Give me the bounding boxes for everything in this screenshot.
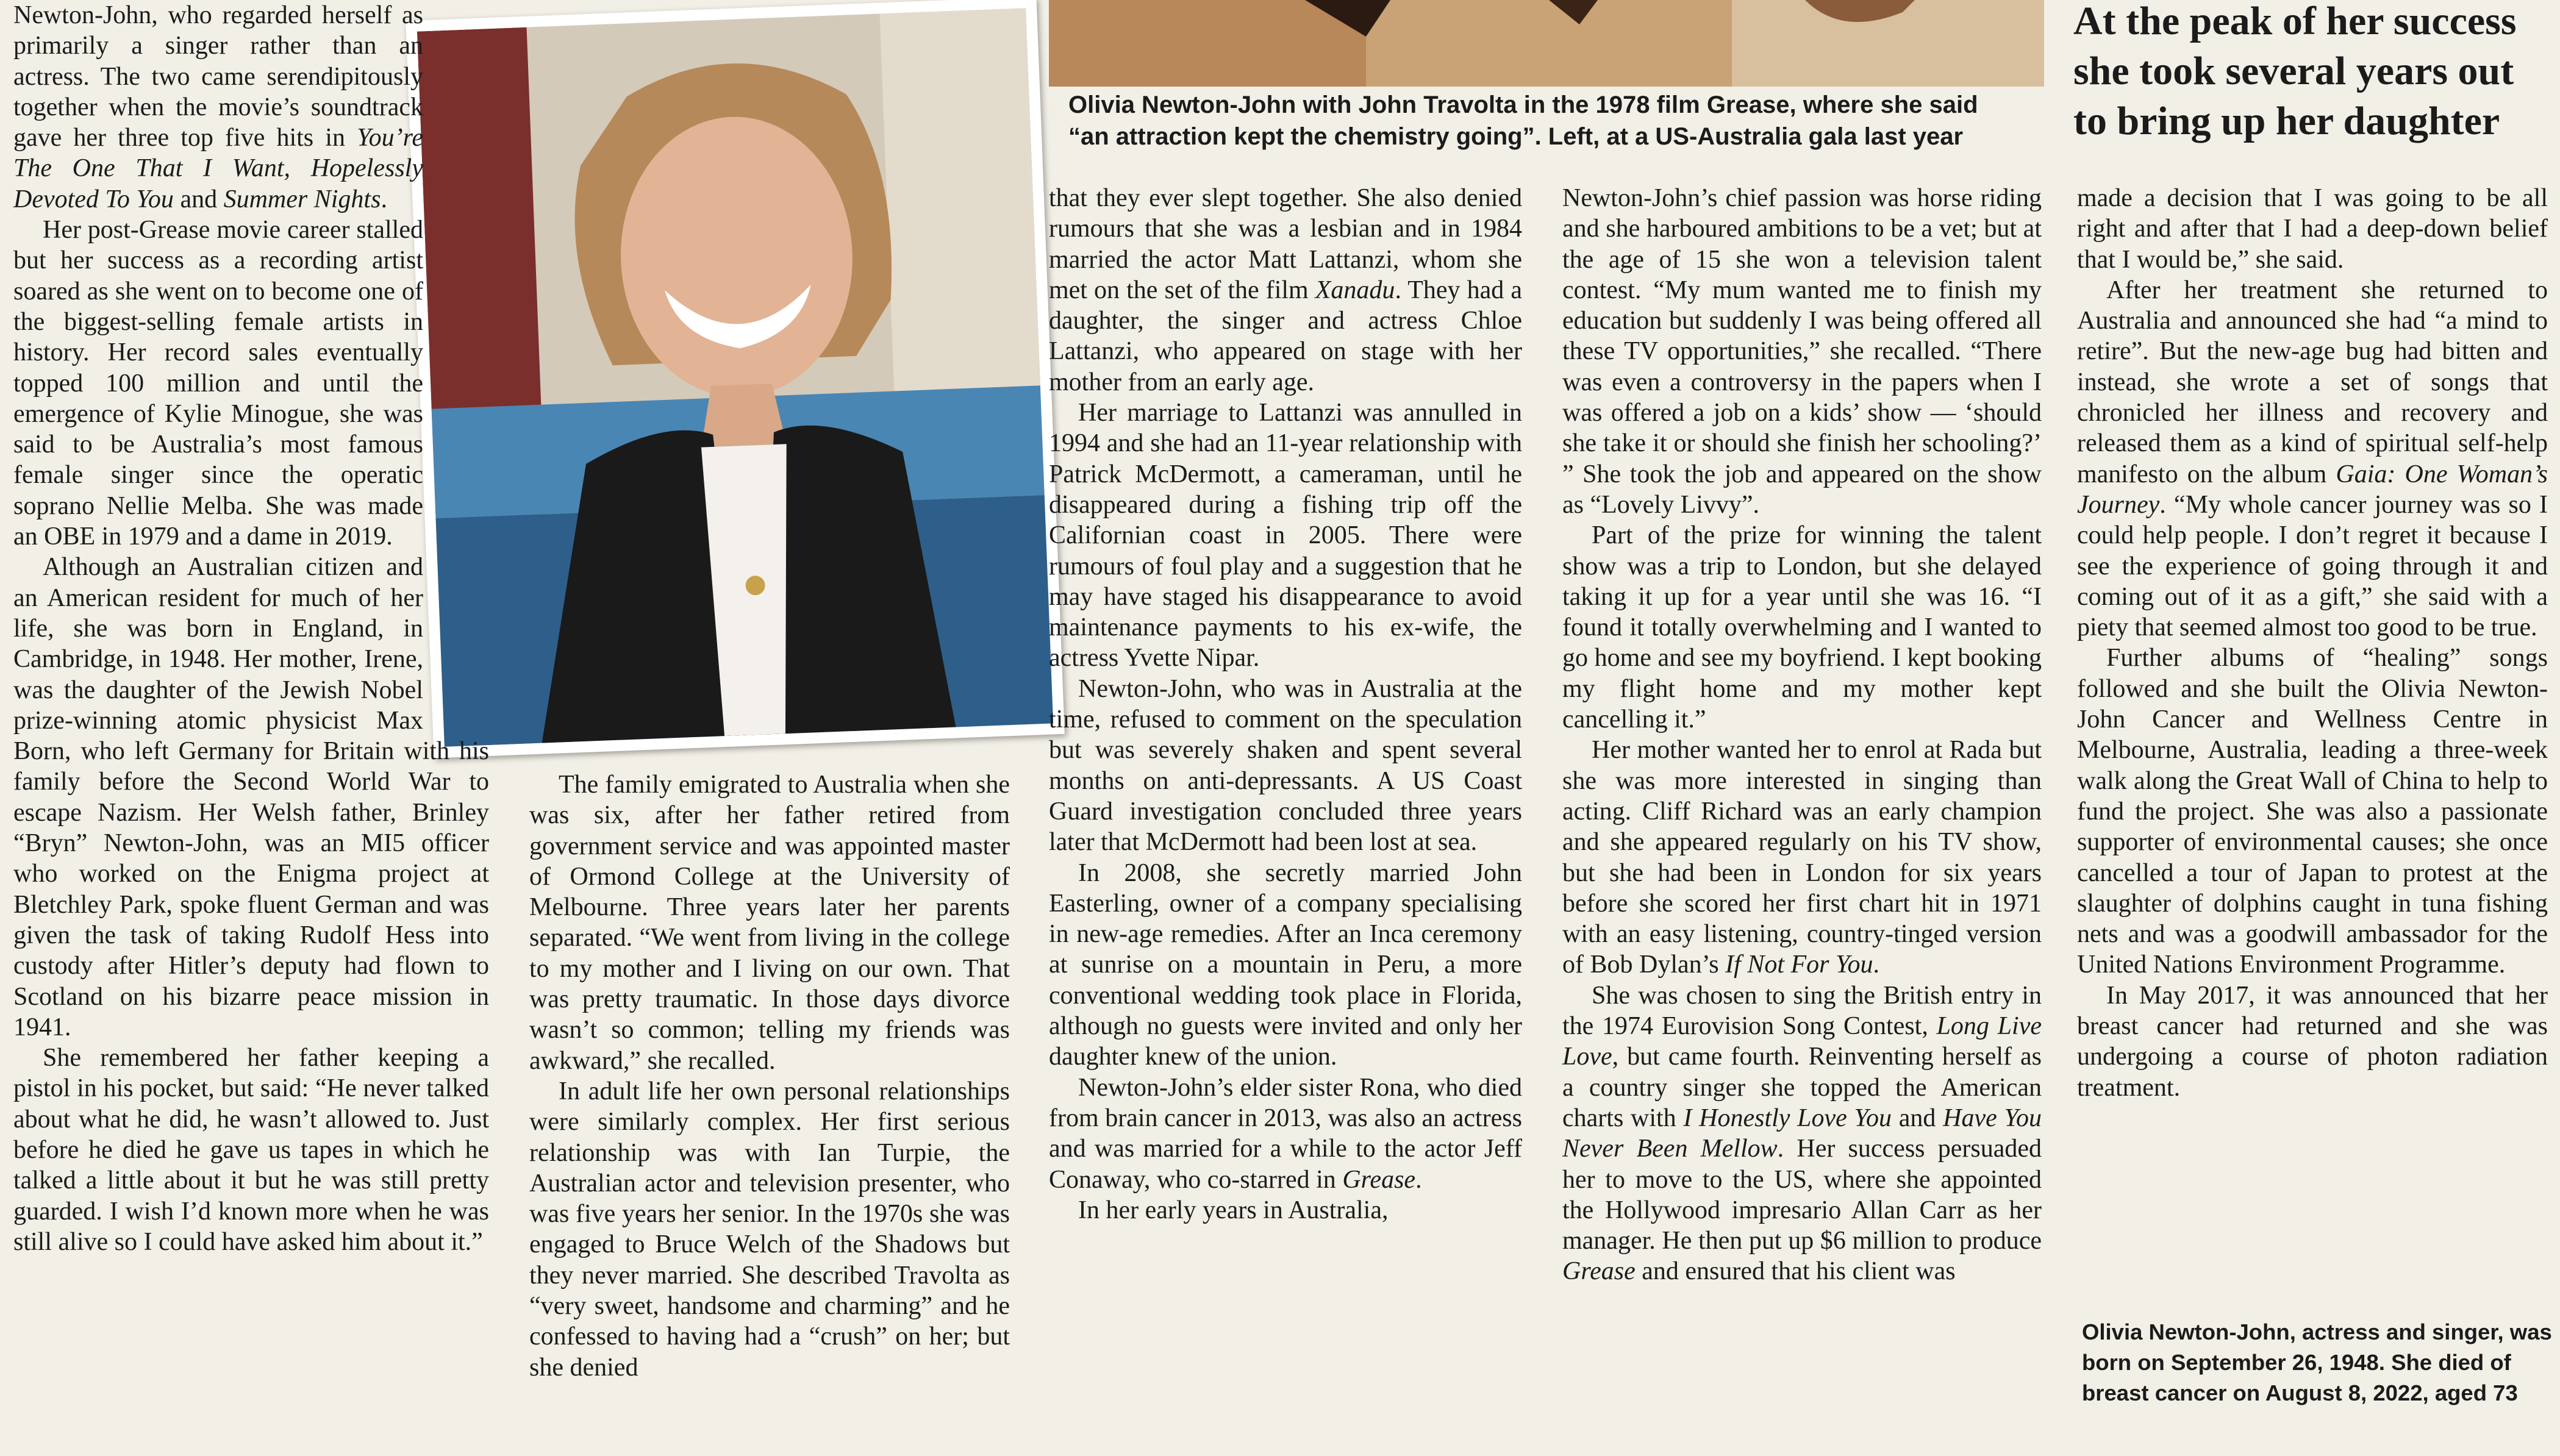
article-column-2 — [529, 769, 1010, 1383]
paragraph — [1562, 980, 2042, 1287]
paragraph: made a decision that I was going to be all right and after that I had a deep-down belief that I would be,” she said. — [2077, 184, 2548, 274]
bio-summary: Olivia Newton-John, actress and singer, was born on September 26, 1948. She died of breast cancer on August 8, 2022, aged 73 — [2082, 1319, 2552, 1405]
paragraph: In 2008, she secretly married John Easterling, owner of a company specialising in new-age remedies. After an Inca ceremony at sunrise on a mountain in Peru, a more conventional wedding took place in Florida, although no guests were invited and only her daughter knew of the union. — [1049, 858, 1522, 1071]
text: . They had a daughter, the singer and actress Chloe Lattanzi, who appeared on stage with her mother from an early age. — [1049, 276, 1522, 396]
text: Newton-John’s elder sister Rona, who died from brain cancer in 2013, was also an actress and was married for a while to the actor Jeff Conaway, who co-starred in — [1049, 1073, 1522, 1194]
text: and — [1892, 1104, 1943, 1132]
photo-caption — [1068, 89, 2044, 152]
article-column-1 — [13, 0, 489, 1257]
text: and ensured that his client was — [1635, 1257, 1956, 1286]
paragraph: In her early years in Australia, — [1078, 1196, 1389, 1224]
text: . — [1415, 1165, 1422, 1194]
paragraph: She remembered her father keeping a pistol in his pocket, but said: “He never talked about what he did, he wasn’t allowed to. Just before he died he gave us tapes in which he talked a little about it but he was still pretty guarded. I wish I’d known more when he was still alive so I could have asked him about it.” — [13, 1044, 489, 1256]
paragraph — [1049, 1072, 1522, 1195]
article-column-3 — [1049, 183, 1522, 1226]
song-title: I Honestly Love You — [1683, 1104, 1892, 1132]
caption-line-2: “an attraction kept the chemistry going”. Left, at a US-Australia gala last year — [1068, 123, 1964, 150]
film-title: Xanadu — [1315, 276, 1395, 304]
paragraph — [1049, 183, 1522, 398]
paragraph: The family emigrated to Australia when she was six, after her father retired from government service and was appointed master of Ormond College at the University of Melbourne. Three years later her parents separated. “We went from living in the college to my mother and I living on our own. That was pretty traumatic. In those days divorce wasn’t so common; telling my friends was awkward,” she recalled. — [529, 771, 1010, 1075]
album-title: Gaia: One Woman’s Journey — [2077, 460, 2548, 519]
paragraph: Although an Australian citizen and an American resident for much of her life, she was born in England, in Cambridge, in 1948. Her mother, Irene, was the daughter of the Jewish Nobel prize-winning atomic physicist Max Born, who left Germany for Britain with his family before the Second World War to escape Nazism. Her Welsh father, Brinley “Bryn” Newton-John, was an MI5 officer who worked on the Enigma project at Bletchley Park, spoke fluent German and was given the task of taking Rudolf Hess into custody after Hitler’s deputy had flown to Scotland on his bizarre peace mission in 1941. — [13, 553, 489, 1041]
film-still-photo — [1049, 0, 2044, 87]
paragraph — [2077, 275, 2548, 643]
paragraph: Her post-Grease movie career stalled but her success as a recording artist soared as she went on to become one of the biggest-selling female artists in history. Her record sales eventually topped 100 million and until the emergence of Kylie Minogue, she was said to be Australia’s most famous female singer since the operatic soprano Nellie Melba. She was made an OBE in 1979 and a dame in 2019. — [13, 216, 423, 551]
paragraph: Further albums of “healing” songs followed and she built the Olivia Newton-John Cancer and Wellness Centre in Melbourne, Australia, leading a three-week walk along the Great Wall of China to help to fund the project. She was also a passionate supporter of environmental causes; she once cancelled a tour of Japan to protest at the slaughter of dolphins caught in tuna fishing nets and was a goodwill ambassador for the United Nations Environment Programme. — [2077, 644, 2548, 979]
song-title: Long Live Love — [1562, 1012, 2042, 1071]
text: Her mother wanted her to enrol at Rada but she was more interested in singing than acting. Cliff Richard was an early champion and she appeared regularly on his TV show, but she had been in London for six years before she scored her first chart hit in 1971 with an easy listening, country-tinged version of Bob Dylan’s — [1562, 736, 2042, 979]
song-titles: You’re The One That I Want, Hopelessly Devoted To You — [13, 124, 424, 213]
paragraph: In adult life her own personal relationships were similarly complex. Her first serious relationship was with Ian Turpie, the Australian actor and television presenter, who was five years her senior. In the 1970s she was engaged to Bruce Welch of the Shadows but they never married. She described Travolta as “very sweet, handsome and charming” and he confessed to having had a “crush” on her; but she denied — [529, 1077, 1010, 1382]
song-title: If Not For You — [1725, 951, 1873, 979]
caption-line-1: Olivia Newton-John with John Travolta in the 1978 film Grease, where she said — [1068, 91, 1978, 118]
pull-quote: At the peak of her success she took several years out to bring up her daughter — [2073, 0, 2517, 143]
film-title: Grease — [1562, 1257, 1636, 1286]
paragraph: In May 2017, it was announced that her breast cancer had returned and she was undergoing a course of photon radiation treatment. — [2077, 981, 2548, 1102]
text: After her treatment she returned to Australia and announced she had “a mind to retire”. But the new-age bug had bitten and instead, she wrote a set of songs that chronicled her illness and recovery and released them as a kind of spiritual self-help manifesto on the album — [2077, 276, 2548, 488]
film-title: Grease — [1342, 1165, 1416, 1194]
text: . — [1873, 951, 1879, 979]
paragraph: Newton-John’s chief passion was horse riding and she harboured ambitions to be a vet; but at the age of 15 she won a television talent contest. “My mum wanted me to finish my education but suddenly I was being offered all these TV opportunities,” she recalled. “There was even a controversy in the papers when I was offered a job on a kids’ show — ‘should she take it or should she finish her schooling?’ ” She took the job and appeared on the show as “Lovely Livvy”. — [1562, 184, 2042, 519]
text: and — [173, 185, 224, 213]
song-title: Have You Never Been Mellow — [1562, 1104, 2042, 1163]
portrait-photo-frame — [406, 0, 1065, 758]
song-title: Summer Nights — [223, 185, 381, 213]
paragraph: Part of the prize for winning the talent show was a trip to London, but she delayed taking it up for a year until she was 16. “I found it totally overwhelming and I wanted to go home and see my boyfriend. I kept booking my flight home and my mother kept cancelling it.” — [1562, 521, 2042, 734]
paragraph: Newton-John, who regarded herself as primarily a singer rather than an actress. The two came serendipitously together when the movie’s soundtrack gave her three top five hits in You’re The One That I Want, Hopelessly Devoted To You and Summer Nights. — [13, 1, 424, 213]
text: that they ever slept together. She also denied rumours that she was a lesbian and in 1984 married the actor Matt Lattanzi, whom she met on the set of the film — [1049, 184, 1522, 304]
paragraph — [1562, 735, 2042, 980]
paragraph: Her marriage to Lattanzi was annulled in 1994 and she had an 11-year relationship with Patrick McDermott, a cameraman, until he disappeared during a fishing trip off the Californian coast in 2005. There were rumours of foul play and a suggestion that he may have staged his disappearance to avoid maintenance payments to his ex-wife, the actress Yvette Nipar. — [1049, 399, 1522, 673]
text: . “My whole cancer journey was so I could help people. I don’t regret it because I see the experience of going through it and coming out of it as a gift,” she said with a piety that seemed almost too good to be true. — [2077, 490, 2548, 642]
portrait-photo — [417, 8, 1053, 746]
text: Newton-John, who regarded herself as primarily a singer rather than an actress. The two came serendipitously together when the movie’s soundtrack gave her three top five hits in — [13, 1, 423, 152]
text: , but came fourth. Reinventing herself as a country singer she topped the American charts with — [1562, 1043, 2042, 1132]
paragraph: Newton-John, who was in Australia at the time, refused to comment on the speculation but was severely shaken and spent several months on anti-depressants. A US Coast Guard investigation concluded three years later that McDermott had been lost at sea. — [1049, 674, 1522, 857]
text: She was chosen to sing the British entry in the 1974 Eurovision Song Contest, — [1562, 981, 2042, 1041]
article-column-4 — [1562, 183, 2042, 1287]
text: . Her success persuaded her to move to the US, where she appointed the Hollywood impresario Allan Carr as her manager. He then put up $6 million to produce — [1562, 1135, 2042, 1255]
article-column-5 — [2077, 183, 2548, 1103]
